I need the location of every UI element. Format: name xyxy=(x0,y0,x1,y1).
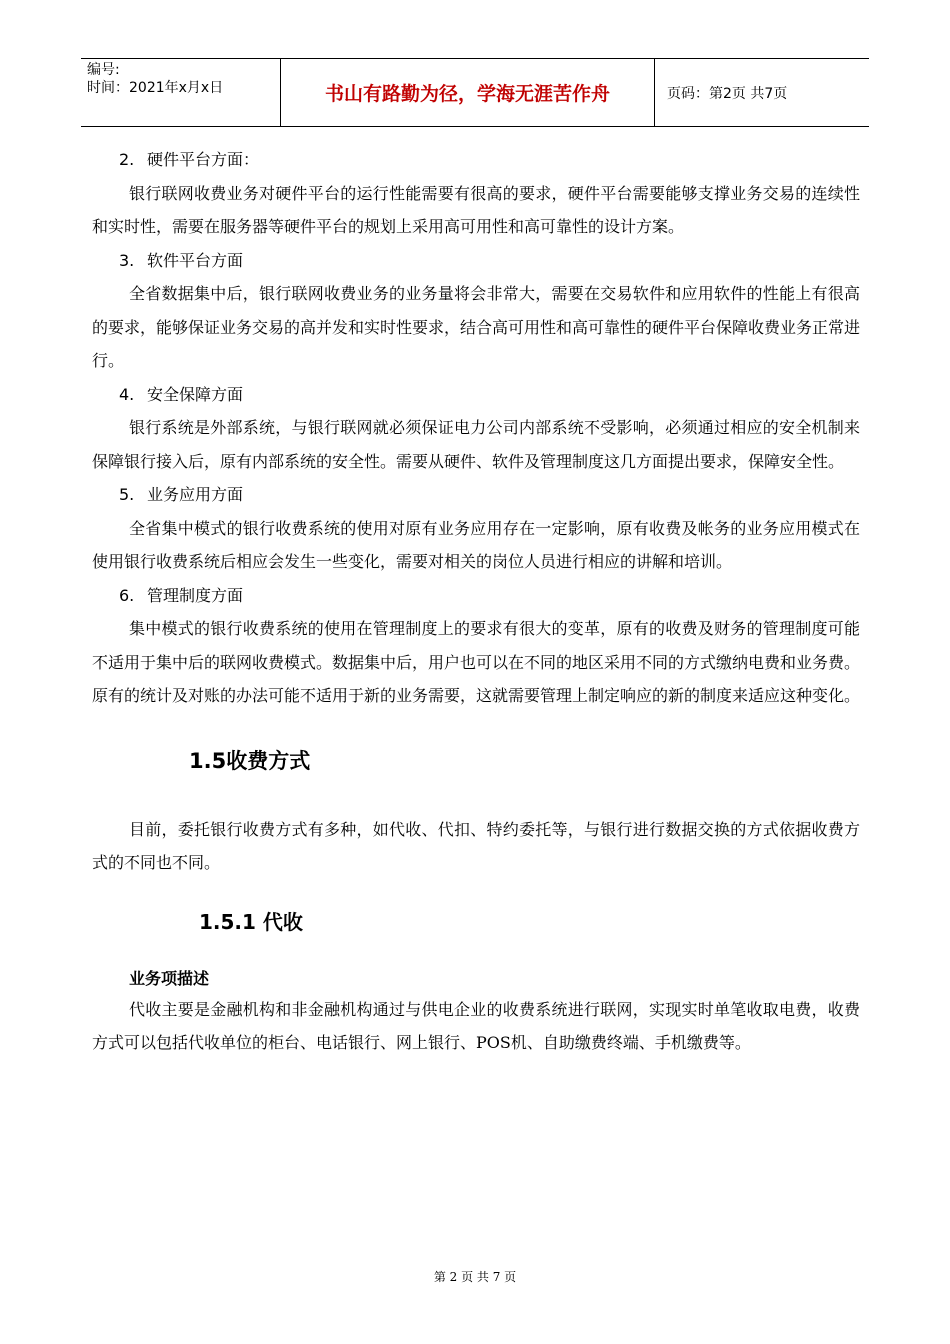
item-paragraph-6: 集中模式的银行收费系统的使用在管理制度上的要求有很大的变革，原有的收费及财务的管理制度可能不适用于集中后的联网收费模式。数据集中后，用户也可以在不同的地区采用不同的方式缴纳电费和业务费。原有的统计及对账的办法可能不适用于新的业务需要，这就需要管理上制定响应的新的制度来适应这种变化。 xyxy=(92,619,861,705)
page-info-cell xyxy=(655,59,869,126)
item-title-text: 硬件平台方面： xyxy=(147,150,260,169)
page-footer: 第 2 页 共 7 页 xyxy=(433,1270,517,1284)
item-title-4 xyxy=(92,378,860,412)
document-body xyxy=(92,143,860,1060)
page-info-text: 页码：第2页 共7页 xyxy=(667,85,788,102)
item-number: 2. xyxy=(119,150,135,169)
item-title-text: 管理制度方面 xyxy=(147,585,244,605)
item-title-text: 安全保障方面 xyxy=(147,384,244,404)
motto-text: 书山有路勤为径，学海无涯苦作舟 xyxy=(324,83,610,105)
item-paragraph-5: 全省集中模式的银行收费系统的使用对原有业务应用存在一定影响，原有收费及帐务的业务应用模式在使用银行收费系统后相应会发生一些变化，需要对相关的岗位人员进行相应的讲解和培训。 xyxy=(92,518,860,571)
item-title-text: 业务应用方面 xyxy=(147,485,244,504)
item-number: 6. xyxy=(119,585,135,605)
subsection-sub-heading: 业务项描述 xyxy=(129,968,210,988)
item-title-2 xyxy=(92,143,860,177)
subsection-paragraph: 代收主要是金融机构和非金融机构通过与供电企业的收费系统进行联网，实现实时单笔收取电费，收费方式可以包括代收单位的柜台、电话银行、网上银行、POS机、自助缴费终端、手机缴费等。 xyxy=(92,999,860,1052)
item-title-6 xyxy=(92,579,860,613)
item-number: 3. xyxy=(119,250,135,270)
item-paragraph-2: 银行联网收费业务对硬件平台的运行性能需要有很高的要求，硬件平台需要能够支撑业务交易的连续性和实时性，需要在服务器等硬件平台的规划上采用高可用性和高可靠性的设计方案。 xyxy=(92,183,860,236)
time-label: 时间：2021年x月x日 xyxy=(87,80,224,96)
motto-cell xyxy=(281,59,655,126)
section-paragraph: 目前，委托银行收费方式有多种，如代收、代扣、特约委托等，与银行进行数据交换的方式依据收费方式的不同也不同。 xyxy=(92,819,860,872)
header-meta-cell xyxy=(81,59,281,126)
item-title-text: 软件平台方面 xyxy=(147,250,244,270)
item-title-3 xyxy=(92,244,860,278)
item-number: 4. xyxy=(119,384,135,404)
section-heading: 1.5收费方式 xyxy=(189,748,311,773)
item-title-5 xyxy=(92,478,860,512)
subsection-heading: 1.5.1 代收 xyxy=(199,909,303,934)
number-label: 编号: xyxy=(87,62,120,78)
page-header xyxy=(81,58,869,127)
item-paragraph-3: 全省数据集中后，银行联网收费业务的业务量将会非常大，需要在交易软件和应用软件的性能上有很高的要求，能够保证业务交易的高并发和实时性要求，结合高可用性和高可靠性的硬件平台保障收费业务正常进行。 xyxy=(92,284,861,370)
item-paragraph-4: 银行系统是外部系统，与银行联网就必须保证电力公司内部系统不受影响，必须通过相应的安全机制来保障银行接入后，原有内部系统的安全性。需要从硬件、软件及管理制度这几方面提出要求，保障安全性。 xyxy=(92,418,860,471)
item-number: 5. xyxy=(119,485,135,504)
